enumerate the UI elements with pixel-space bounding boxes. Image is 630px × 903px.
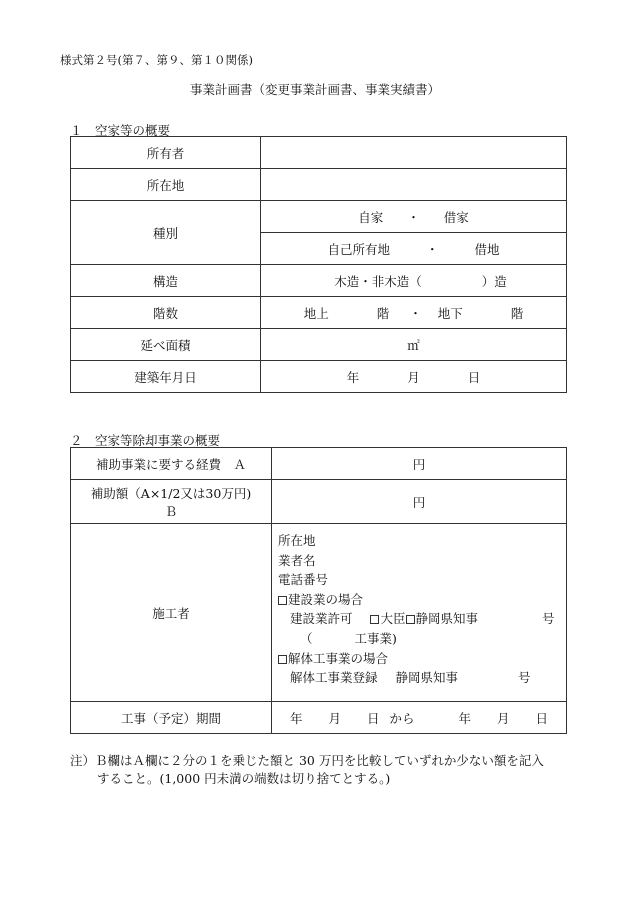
cost-unit: 円 — [412, 456, 426, 472]
period-start-day: 日 — [367, 710, 380, 726]
floors-below-unit: 階 — [510, 305, 524, 321]
floors-above-ground: 地上 — [303, 305, 329, 321]
demolition-case-line — [272, 649, 566, 669]
subsidy-label-line2: Ｂ — [164, 503, 178, 519]
type-own-house: 自家 — [358, 209, 384, 225]
type-own-land: 自己所有地 — [327, 241, 391, 257]
floors-above-unit: 階 — [376, 305, 390, 321]
cost-label: 補助事業に要する経費 Ａ — [71, 448, 272, 480]
section1-heading: １ 空家等の概要 — [70, 123, 171, 138]
works-line — [272, 629, 566, 649]
vacant-house-overview-table — [70, 136, 567, 393]
license-label: 建設業許可 — [290, 611, 353, 627]
demolition-governor-label: 静岡県知事 — [395, 670, 458, 686]
owner-row — [71, 137, 567, 169]
period-start-month: 月 — [328, 710, 342, 726]
floors-below-ground: 地下 — [437, 305, 463, 321]
floors-separator: ・ — [409, 305, 422, 321]
minister-label: 大臣 — [380, 611, 406, 627]
contractor-details-cell[interactable] — [272, 524, 567, 702]
type-separator-2: ・ — [425, 241, 439, 257]
area-label: 延べ面積 — [71, 329, 261, 361]
owner-value-cell[interactable] — [261, 137, 567, 169]
license-number-suffix: 号 — [542, 611, 555, 627]
location-row — [71, 169, 567, 201]
area-unit: ㎡ — [407, 337, 420, 353]
subsidy-row — [71, 480, 567, 524]
built-year-unit: 年 — [346, 369, 360, 385]
structure-label: 構造 — [71, 265, 261, 297]
area-row — [71, 329, 567, 361]
location-label: 所在地 — [71, 169, 261, 201]
built-date-row — [71, 361, 567, 393]
subsidy-unit: 円 — [412, 494, 426, 510]
construction-case-line — [272, 590, 566, 610]
demolition-registration-line — [272, 668, 566, 688]
contractor-location: 所在地 — [278, 533, 316, 548]
form-number: 様式第２号(第７、第９、第１０関係) — [60, 53, 253, 67]
built-date-value-cell[interactable] — [261, 361, 567, 393]
period-start-year: 年 — [290, 710, 303, 726]
area-value-cell[interactable] — [261, 329, 567, 361]
floors-label: 階数 — [71, 297, 261, 329]
subsidy-label — [71, 480, 272, 524]
demolition-project-overview-table — [70, 447, 567, 734]
structure-row — [71, 265, 567, 297]
document-title: 事業計画書（変更事業計画書、事業実績書） — [189, 82, 440, 97]
floors-row — [71, 297, 567, 329]
structure-wood-nonwood: 木造・非木造（ — [334, 273, 422, 289]
note-line2: すること。(1,000 円未満の端数は切り捨てとする。) — [97, 771, 391, 786]
type-label: 種別 — [71, 201, 261, 265]
construction-case-checkbox[interactable] — [278, 596, 287, 605]
minister-checkbox[interactable] — [370, 615, 379, 624]
works-suffix: 工事業) — [354, 630, 397, 646]
demolition-case-checkbox[interactable] — [278, 655, 287, 664]
built-date-label: 建築年月日 — [71, 361, 261, 393]
type-rented-house: 借家 — [443, 209, 469, 225]
location-value-cell[interactable] — [261, 169, 567, 201]
subsidy-label-line1: 補助額（A×1/2又は30万円) — [90, 485, 252, 501]
period-end-month: 月 — [496, 710, 510, 726]
type-row-1 — [71, 201, 567, 233]
period-row — [71, 702, 567, 734]
built-day-unit: 日 — [467, 369, 481, 385]
contractor-label: 施工者 — [71, 524, 272, 702]
structure-suffix: ）造 — [481, 273, 507, 289]
governor-checkbox[interactable] — [406, 615, 415, 624]
owner-label: 所有者 — [71, 137, 261, 169]
license-line — [272, 609, 566, 629]
demolition-number-suffix: 号 — [518, 670, 531, 686]
type-leased-land: 借地 — [474, 241, 500, 257]
subsidy-value-cell[interactable] — [272, 480, 567, 524]
demolition-registration-label: 解体工事業登録 — [290, 670, 378, 686]
construction-case-label: 建設業の場合 — [288, 591, 364, 607]
governor-label: 静岡県知事 — [415, 611, 479, 627]
cost-value-cell[interactable] — [272, 448, 567, 480]
floors-value-cell[interactable] — [261, 297, 567, 329]
structure-value-cell[interactable] — [261, 265, 567, 297]
period-end-year: 年 — [458, 710, 471, 726]
period-end-day: 日 — [535, 710, 548, 726]
demolition-case-label: 解体工事業の場合 — [288, 650, 389, 666]
works-paren-open: （ — [300, 630, 313, 646]
period-from: から — [389, 710, 415, 726]
contractor-company: 業者名 — [278, 552, 316, 568]
contractor-row — [71, 524, 567, 702]
section2-heading: ２ 空家等除却事業の概要 — [70, 433, 221, 448]
type-separator: ・ — [407, 209, 420, 225]
type-house-cell[interactable] — [261, 201, 567, 233]
cost-row — [71, 448, 567, 480]
period-value-cell[interactable] — [272, 702, 567, 734]
note-line1: 注）Ｂ欄はＡ欄に２分の１を乗じた額と 30 万円を比較していずれか少ない額を記入 — [70, 753, 544, 768]
built-month-unit: 月 — [407, 369, 420, 385]
period-label: 工事（予定）期間 — [71, 702, 272, 734]
type-land-cell[interactable] — [261, 233, 567, 265]
contractor-phone: 電話番号 — [278, 572, 329, 588]
